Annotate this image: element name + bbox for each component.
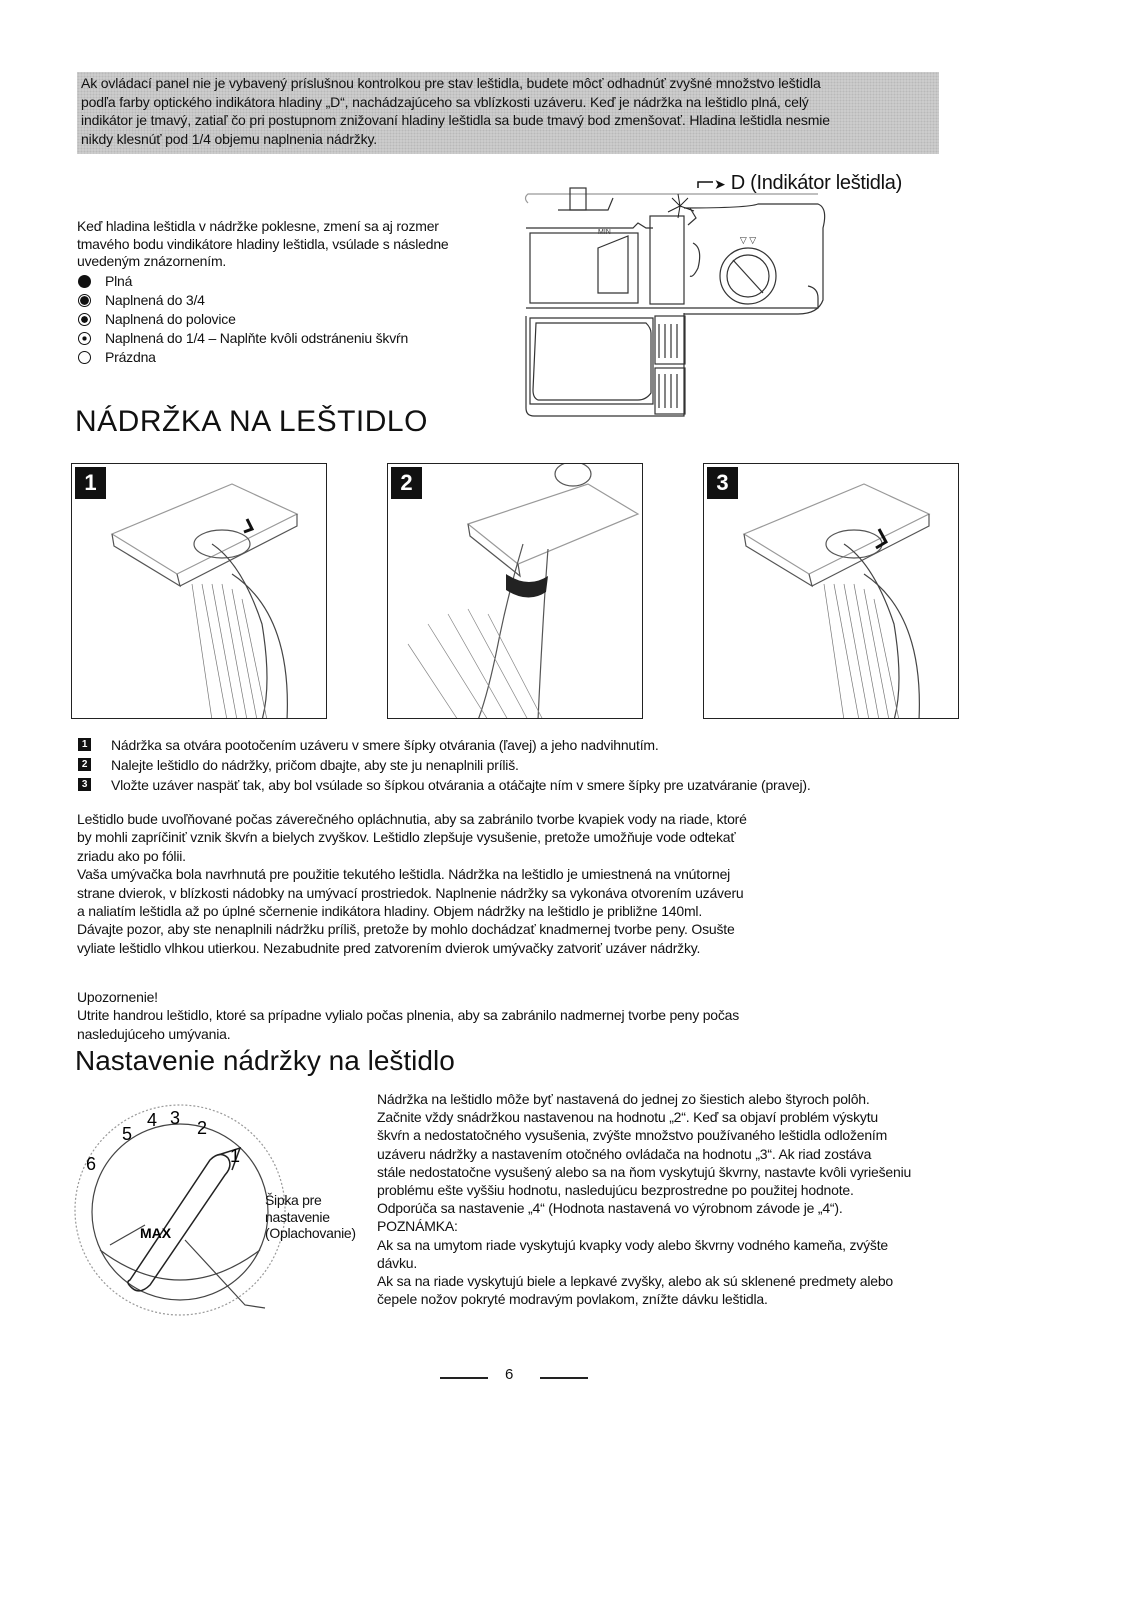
dial-number-5: 5 [122, 1124, 133, 1144]
setting-line: POZNÁMKA: [377, 1218, 458, 1235]
paragraph-line: Vaša umývačka bola navrhnutá pre použitie tekutého leštidla. Nádržka na leštidlo je umiestnená na vnútornej [77, 866, 731, 883]
dial-number-3: 3 [170, 1108, 181, 1128]
rinse-aid-paragraph [77, 810, 957, 957]
close-cap-illustration [704, 464, 959, 719]
note-box [77, 72, 939, 154]
setting-line: Nádržka na leštidlo môže byť nastavená do jednej zo šiestich alebo štyroch polôh. [377, 1091, 870, 1107]
step-badge: 1 [78, 738, 91, 751]
dial-number-6: 6 [86, 1154, 97, 1174]
dial-arrow-glyph: ▽ ▽ [739, 235, 757, 245]
setting-text [377, 1090, 977, 1308]
dial-number-1: 1 [230, 1146, 241, 1166]
legend-item-three-quarter: Naplnená do 3/4 [78, 291, 528, 310]
pour-rinse-aid-illustration [388, 464, 643, 719]
fill-level-legend [78, 272, 528, 367]
warning-line: nasledujúceho umývania. [77, 1025, 231, 1042]
rinse-aid-dial [70, 1100, 380, 1330]
setting-line: Ak sa na riade vyskytujú biele a lepkavé zvyšky, alebo ak sú sklenené predmety alebo [377, 1273, 894, 1290]
dispenser-diagram [518, 168, 938, 418]
dispenser-drawing [518, 168, 938, 418]
setting-line: čepele nožov pokryté modravým povlakom, znížte dávku leštidla. [377, 1291, 768, 1308]
legend-item-empty: Prázdna [78, 348, 528, 367]
paragraph-line: Leštidlo bude uvoľňované počas záverečného opláchnutia, aby sa zabránilo tvorbe kvapiek vody na riade, ktoré [77, 811, 747, 827]
intro-line: uvedeným znázornením. [77, 253, 227, 269]
paragraph-line: a naliatím leštidla až po úplné sčernenie indikátora hladiny. Objem nádržky na leštidlo je približne 140ml. [77, 903, 703, 920]
open-cap-illustration [72, 464, 327, 719]
panel-number: 1 [75, 467, 106, 499]
paragraph-line: vyliate leštidlo vlhkou utierkou. Nezabudnite pred zatvorením dvierok umývačky zatvoriť uzáver nádržky. [77, 939, 701, 956]
legend-item-half: Naplnená do polovice [78, 310, 528, 329]
page-number: 6 [505, 1366, 514, 1383]
quarter-dot-icon [78, 332, 91, 345]
arrow-right-icon: ➤ [714, 176, 726, 192]
step-badge: 2 [78, 758, 91, 771]
page-number-rule-right [540, 1377, 588, 1379]
note-box-text [81, 74, 937, 148]
setting-line: dávku. [377, 1254, 418, 1271]
warning-line: Utrite handrou leštidlo, ktoré sa prípadne vylialo počas plnenia, aby sa zabránilo nadmernej tvorbe peny počas [77, 1007, 740, 1024]
paragraph-line: by mohli zapríčiniť vznik škvŕn a bielych zvyškov. Leštidlo zlepšuje vysušenie, pretože umožňuje vode odtekať [77, 829, 736, 846]
dial-caption [265, 1192, 375, 1242]
page-number-rule-left [440, 1377, 488, 1379]
section-title: NÁDRŽKA NA LEŠTIDLO [75, 405, 428, 438]
caption-line: (Oplachovanie) [265, 1225, 356, 1241]
dial-number-4: 4 [147, 1110, 158, 1130]
paragraph-line: strane dvierok, v blízkosti nádobky na umývací prostriedok. Naplnenie nádržky sa vykonáva otvorením uzáveru [77, 884, 744, 901]
max-label: MAX [140, 1225, 172, 1241]
paragraph-line: Dávajte pozor, aby ste nenaplnili nádržku príliš, pretože by mohlo dochádzať knadmernej tvorbe peny. Osušte [77, 921, 735, 938]
min-label: MIN [598, 229, 611, 236]
setting-line: uzáveru nádržky a nastavením otočného ovládača na hodnotu „3“. Ak riad zostáva [377, 1145, 872, 1162]
note-line: Ak ovládací panel nie je vybavený príslušnou kontrolkou pre stav leštidla, budete môcť odhadnúť zvyšné množstvo leštidla [81, 75, 821, 91]
intro-line: Keď hladina leštidla v nádržke poklesne, zmení sa aj rozmer [77, 218, 439, 234]
panel-number: 2 [391, 467, 422, 499]
step-panel-2 [387, 463, 643, 719]
panel-number: 3 [707, 467, 738, 499]
setting-line: Odporúča sa nastavenie „4“ (Hodnota nastavená vo výrobnom závode je „4“). [377, 1200, 843, 1217]
setting-line: Ak sa na umytom riade vyskytujú kvapky vody alebo škvrny vodného kameňa, zvýšte [377, 1236, 888, 1253]
setting-line: škvŕn a nedostatočného vysušenia, zvýšte množstvo používaného leštidla odložením [377, 1127, 888, 1144]
step-panel-1 [71, 463, 327, 719]
empty-dot-icon [78, 351, 91, 364]
step-list [78, 735, 978, 795]
legend-item-quarter: Naplnená do 1/4 – Naplňte kvôli odstráneniu škvŕn [78, 329, 528, 348]
step-item: 1 Nádržka sa otvára pootočením uzáveru v smere šípky otvárania (ľavej) a jeho nadvihnutím. [78, 735, 978, 755]
note-line: indikátor je tmavý, zatiaľ čo pri postupnom znižovaní hladiny leštidla sa bude tmavý bod zmenšovať. Hladina leštidla nesmie [81, 112, 830, 128]
intro-line: tmavého bodu vindikátore hladiny leštidla, vsúlade s následne [77, 235, 449, 252]
warning-title: Upozornenie! [77, 989, 158, 1005]
setting-line: Začnite vždy snádržkou nastavenou na hodnotu „2“. Keď sa objaví problém výskytu [377, 1109, 878, 1126]
setting-title: Nastavenie nádržky na leštidlo [75, 1045, 455, 1076]
step-panel-3 [703, 463, 959, 719]
note-line: nikdy klesnúť pod 1/4 objemu naplnenia nádržky. [81, 130, 378, 147]
indicator-intro [77, 218, 517, 271]
half-dot-icon [78, 313, 91, 326]
setting-line: stále nedostatočne vysušený alebo sa na ňom vyskytujú škvrny, nastavte kvôli vyriešeniu [377, 1163, 912, 1180]
step-badge: 3 [78, 778, 91, 791]
step-item: 2 Nalejte leštidlo do nádržky, pričom dbajte, aby ste ju nenaplnili príliš. [78, 755, 978, 775]
paragraph-line: zriadu ako po fólii. [77, 847, 186, 864]
indicator-d-label: ➤ D (Indikátor leštidla) [714, 172, 902, 194]
full-dot-icon [78, 275, 91, 288]
setting-line: problému ešte vyššiu hodnotu, nasledujúcu bezprostredne po použitej hodnote. [377, 1182, 854, 1199]
note-line: podľa farby optického indikátora hladiny „D“, nachádzajúceho sa vblízkosti uzáveru. Keď je nádržka na leštidlo plná, celý [81, 93, 809, 110]
dial-number-2: 2 [197, 1118, 208, 1138]
caption-line: Šipka pre [265, 1192, 322, 1208]
three-quarter-dot-icon [78, 294, 91, 307]
step-item: 3 Vložte uzáver naspäť tak, aby bol vsúlade so šípkou otvárania a otáčajte ním v smere šípky pre uzatváranie (pravej). [78, 775, 978, 795]
caption-line: nastavenie [265, 1208, 330, 1225]
legend-item-full: Plná [78, 272, 528, 291]
warning-block [77, 988, 957, 1043]
